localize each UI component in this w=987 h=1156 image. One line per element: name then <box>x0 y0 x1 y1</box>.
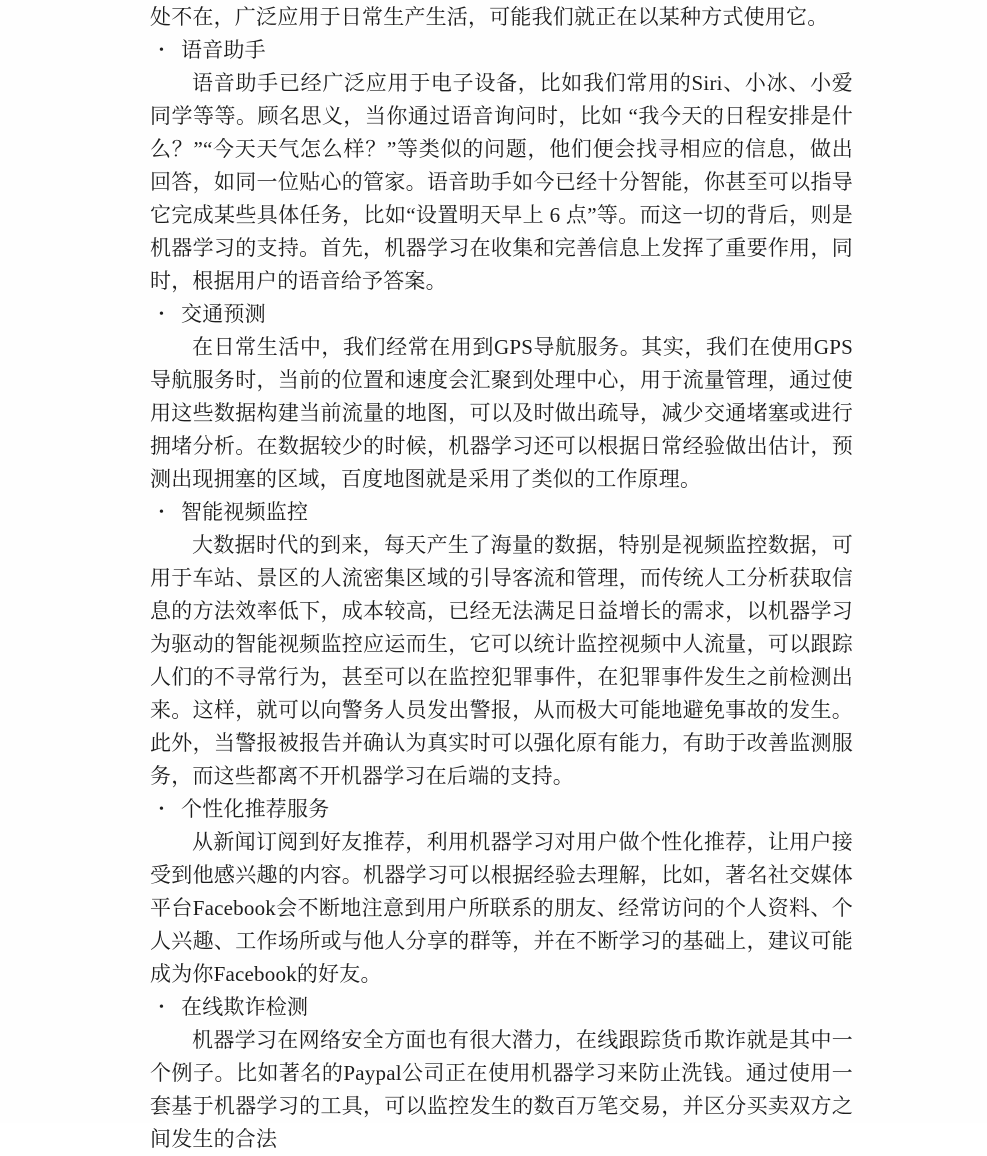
paragraph-voice-assistant-body: 语音助手已经广泛应用于电子设备，比如我们常用的Siri、小冰、小爱同学等等。顾名思义，当你通过语音询问时，比如 “我今天的日程安排是什么？”“今天天气怎么样？”等类似的问题，他们便会找寻相应的信息，做出回答，如同一位贴心的管家。语音助手如今已经十分智能，你甚至可以指导它完成某些具体任务，比如“设置明天早上 6 点”等。而这一切的背后，则是机器学习的支持。首先，机器学习在收集和完善信息上发挥了重要作用，同时，根据用户的语音给予答案。 <box>150 71 853 293</box>
bullet-label: 个性化推荐服务 <box>181 797 330 821</box>
bullet-label: 语音助手 <box>181 38 266 62</box>
bullet-label: 在线欺诈检测 <box>181 995 309 1019</box>
paragraph-online-fraud-detection-body: 机器学习在网络安全方面也有很大潜力，在线跟踪货币欺诈就是其中一个例子。比如著名的Paypal公司正在使用机器学习来防止洗钱。通过使用一套基于机器学习的工具，可以监控发生的数百万笔交易，并区分买卖双方之间发生的合法 <box>150 1028 853 1151</box>
bullet-item-smart-video-surveillance <box>150 496 853 529</box>
bullet-item-traffic-prediction <box>150 298 853 331</box>
paragraph-intro-continuation: 处不在，广泛应用于日常生产生活，可能我们就正在以某种方式使用它。 <box>150 5 829 29</box>
bullet-icon: • <box>159 505 165 520</box>
bullet-item-online-fraud-detection <box>150 991 853 1024</box>
bullet-label: 智能视频监控 <box>181 500 309 524</box>
text-column <box>150 1 853 1156</box>
bullet-icon: • <box>159 43 165 58</box>
bullet-icon: • <box>159 1000 165 1015</box>
paragraph-personalized-recommendation-body: 从新闻订阅到好友推荐，利用机器学习对用户做个性化推荐，让用户接受到他感兴趣的内容。机器学习可以根据经验去理解，比如，著名社交媒体平台Facebook会不断地注意到用户所联系的朋友、经常访问的个人资料、个人兴趣、工作场所或与他人分享的群等，并在不断学习的基础上，建议可能成为你Facebook的好友。 <box>150 830 853 986</box>
bullet-item-voice-assistant <box>150 34 853 67</box>
bullet-icon: • <box>159 802 165 817</box>
paragraph-traffic-prediction-body: 在日常生活中，我们经常在用到GPS导航服务。其实，我们在使用GPS导航服务时，当前的位置和速度会汇聚到处理中心，用于流量管理，通过使用这些数据构建当前流量的地图，可以及时做出疏导，减少交通堵塞或进行拥堵分析。在数据较少的时候，机器学习还可以根据日常经验做出估计，预测出现拥塞的区域，百度地图就是采用了类似的工作原理。 <box>150 335 853 491</box>
bullet-item-personalized-recommendation <box>150 793 853 826</box>
bullet-icon: • <box>159 307 165 322</box>
paragraph-smart-video-surveillance-body: 大数据时代的到来，每天产生了海量的数据，特别是视频监控数据，可用于车站、景区的人流密集区域的引导客流和管理，而传统人工分析获取信息的方法效率低下，成本较高，已经无法满足日益增长的需求，以机器学习为驱动的智能视频监控应运而生，它可以统计监控视频中人流量，可以跟踪人们的不寻常行为，甚至可以在监控犯罪事件，在犯罪事件发生之前检测出来。这样，就可以向警务人员发出警报，从而极大可能地避免事故的发生。此外，当警报被报告并确认为真实时可以强化原有能力，有助于改善监测服务，而这些都离不开机器学习在后端的支持。 <box>150 533 853 788</box>
bullet-label: 交通预测 <box>181 302 266 326</box>
